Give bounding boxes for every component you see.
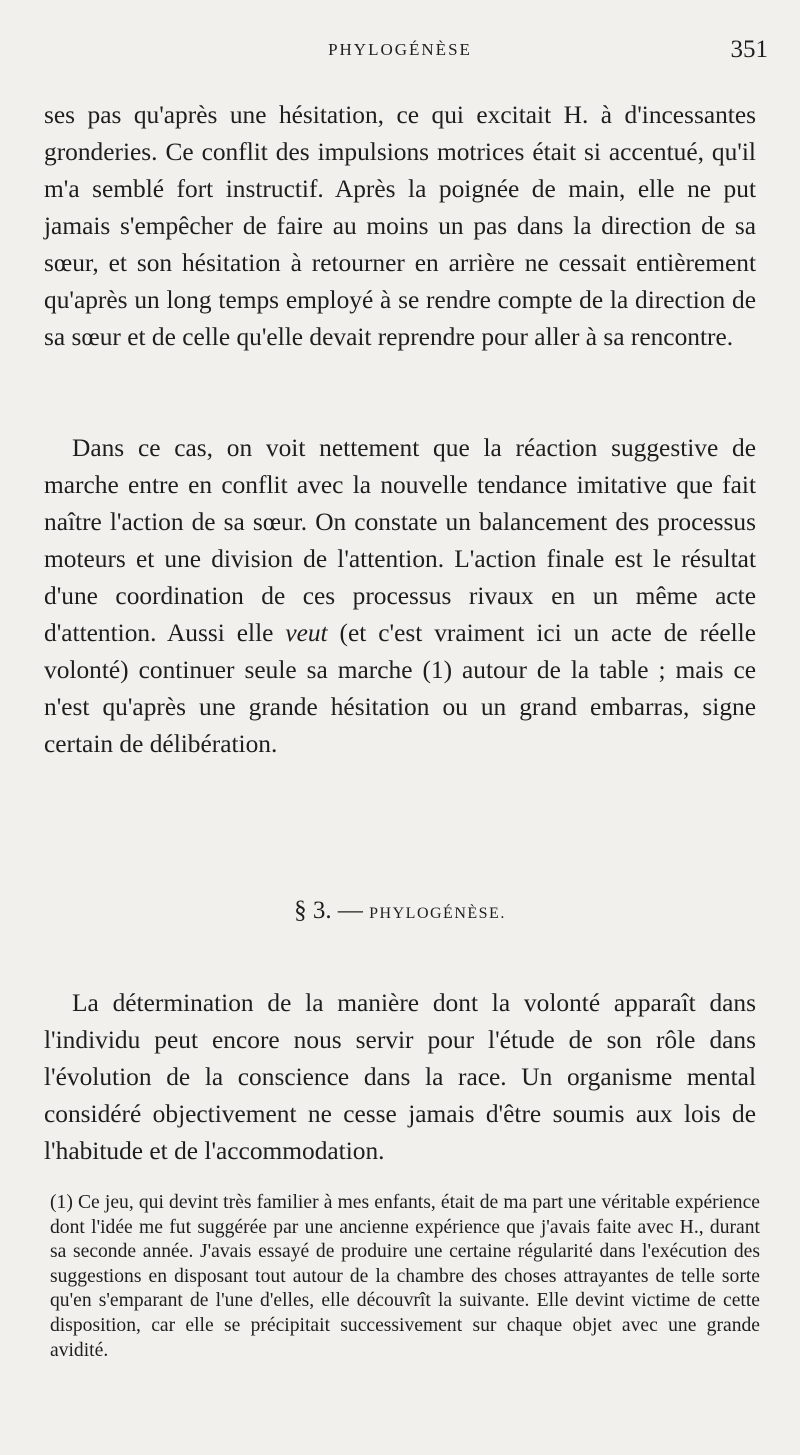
running-head bbox=[0, 36, 800, 66]
section-number: § 3. — bbox=[294, 897, 363, 924]
paragraph-text-start: Dans ce cas, on voit nettement que la réaction suggestive de marche entre en conflit avec la nouvelle tendance imitative que fait naître l'action de sa sœur. On constate un balancement des processus moteurs et une division de l'attention. L'action finale est le résultat d'une coordination de ces processus rivaux en un même acte d'attention. Aussi elle bbox=[44, 434, 756, 647]
paragraph-conflict bbox=[44, 430, 756, 763]
paragraph-text-end: (et c'est vraiment ici un acte de réelle volonté) continuer seule sa marche (1) autour de la table ; mais ce n'est qu'après une grande hésitation ou un grand embarras, signe certain de délibération. bbox=[44, 619, 756, 758]
page-number: 351 bbox=[730, 36, 768, 63]
italic-word: veut bbox=[285, 619, 328, 647]
paragraph-text: ses pas qu'après une hésitation, ce qui excitait H. à d'incessantes gronderies. Ce conflit des impulsions motrices était si accentué, qu'il m'a semblé fort instructif. Après la poignée de main, elle ne put jamais s'empêcher de faire au moins un pas dans la direction de sa sœur, et son hésitation à retourner en arrière ne cessait entièrement qu'après un long temps employé à se rendre compte de la direction de sa sœur et de celle qu'elle devait reprendre pour aller à sa rencontre. bbox=[44, 101, 756, 351]
paragraph-text bbox=[44, 430, 756, 763]
paragraph-text: La détermination de la manière dont la volonté apparaît dans l'individu peut encore nous servir pour l'étude de son rôle dans l'évolution de la conscience dans la race. Un organisme mental considéré objectivement ne cesse jamais d'être soumis aux lois de l'habitude et de l'accommodation. bbox=[44, 989, 756, 1165]
running-title: PHYLOGÉNÈSE bbox=[328, 40, 472, 59]
paragraph-continued bbox=[44, 97, 756, 356]
paragraph-phylogenese bbox=[44, 985, 756, 1170]
section-title: PHYLOGÉNÈSE. bbox=[369, 905, 506, 922]
footnote bbox=[50, 1191, 760, 1363]
footnote-text: (1) Ce jeu, qui devint très familier à mes enfants, était de ma part une véritable expérience dont l'idée me fut suggérée par une ancienne expérience que j'avais faite avec H., durant sa seconde année. J'avais essayé de produire une certaine régularité dans l'exécution des suggestions en disposant tout autour de la chambre des choses attrayantes de telle sorte qu'en s'emparant de l'une d'elles, elle découvrît la suivante. Elle devint victime de cette disposition, car elle se précipitait successivement sur chaque objet avec une grande avidité. bbox=[50, 1192, 760, 1361]
section-heading bbox=[0, 897, 800, 925]
